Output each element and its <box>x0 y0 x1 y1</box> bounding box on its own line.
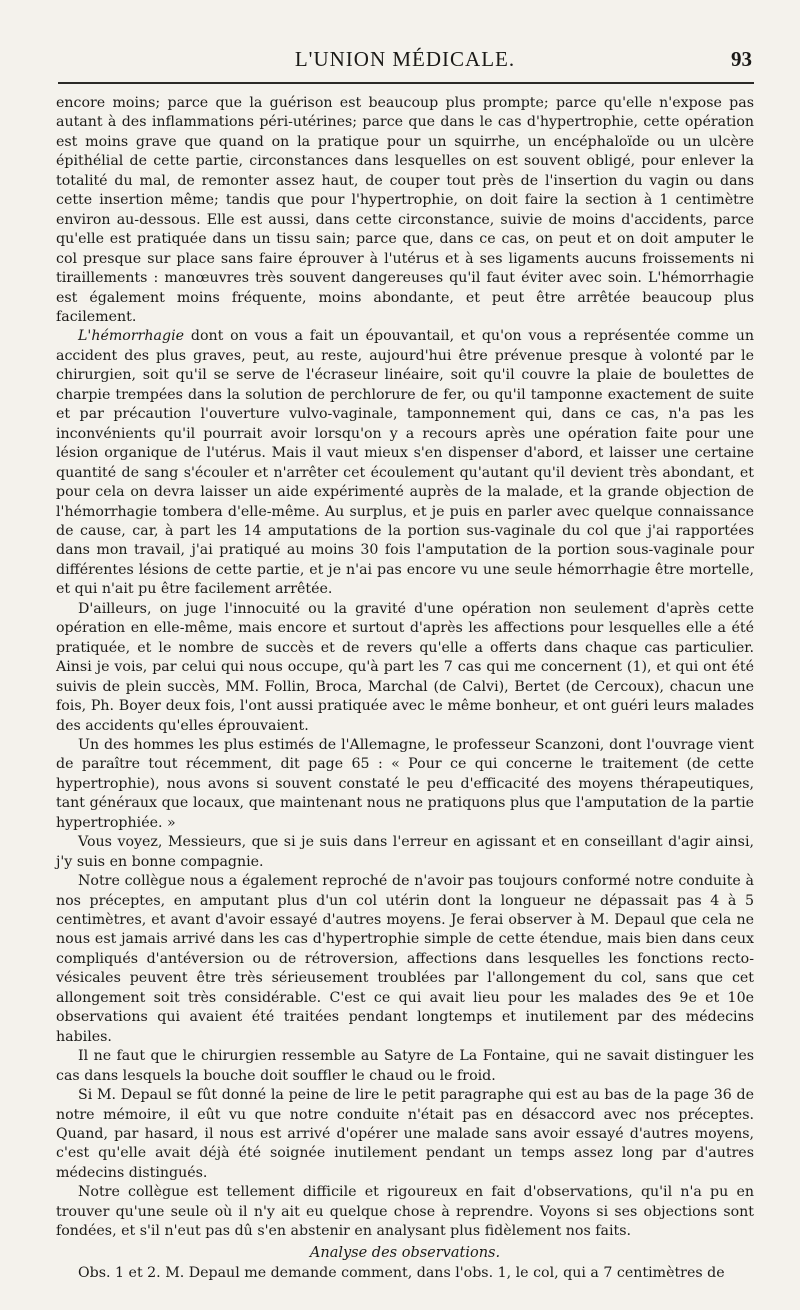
paragraph-2 <box>56 327 754 599</box>
paragraph-4: Un des hommes les plus estimés de l'Allemagne, le professeur Scanzoni, dont l'ouvrage vient de paraître tout récemment, dit page 65 : « Pour ce qui concerne le traitement (de cette hypertrophie), nous avons si souvent constaté le peu d'efficacité des moyens thérapeutiques, tant généraux que locaux, que maintenant nous ne pratiquons plus que l'amputation de la partie hypertrophiée. » <box>56 736 754 831</box>
paragraph-6: Notre collègue nous a également reproché de n'avoir pas toujours conformé notre conduite à nos préceptes, en amputant plus d'un col utérin dont la longueur ne dépassait pas 4 à 5 centimètres, et avant d'avoir essayé d'autres moyens. Je ferai observer à M. Depaul que cela ne nous est jamais arrivé dans les cas d'hypertrophie simple de cette étendue, mais bien dans ceux compliqués d'antéversion ou de rétroversion, affections dans lesquelles les fonctions recto-vésicales peuvent être très sérieusement troublées par l'allongement du col, sans que cet allongement soit très considérable. C'est ce qui avait lieu pour les malades des 9e et 10e observations qui avaient été traitées pendant longtemps et inutilement par des médecins habiles. <box>56 873 754 1045</box>
running-title: L'UNION MÉDICALE. <box>294 47 516 71</box>
paragraph-5: Vous voyez, Messieurs, que si je suis dans l'erreur en agissant et en conseillant d'agir ainsi, j'y suis en bonne compagnie. <box>56 834 754 870</box>
paragraph-9: Notre collègue est tellement difficile et rigoureux en fait d'observations, qu'il n'a pu en trouver qu'une seule où il n'y ait eu quelque chose à reprendre. Voyons si ses objections sont fondées, et s'il n'eut pas dû s'en abstenir en analysant plus fidèlement nos faits. <box>56 1184 754 1240</box>
page-header <box>56 44 754 74</box>
paragraph-8: Si M. Depaul se fût donné la peine de lire le petit paragraphe qui est au bas de la page 36 de notre mémoire, il eût vu que notre conduite n'était pas en désaccord avec nos préceptes. Quand, par hasard, il nous est arrivé d'opérer une malade sans avoir essayé d'autres moyens, c'est qu'elle avait déjà été soignée inutilement pendant un temps assez long par d'autres médecins distingués. <box>56 1087 754 1181</box>
section-title: Analyse des observations. <box>309 1244 501 1261</box>
paragraph-1: encore moins; parce que la guérison est beaucoup plus prompte; parce qu'elle n'expose pas autant à des inflammations péri-utérines; parce que dans le cas d'hypertrophie, cette opération est moins grave que quand on la pratique pour un squirrhe, un encéphaloïde ou un ulcère épithélial de cette partie, circonstances dans lesquelles on est souvent obligé, pour enlever la totalité du mal, de remonter assez haut, de couper tout près de l'insertion du vagin ou dans cette insertion même; tandis que pour l'hypertrophie, on doit faire la section à 1 centimètre environ au-dessous. Elle est aussi, dans cette circonstance, suivie de moins d'accidents, parce qu'elle est pratiquée dans un tissu sain; parce que, dans ce cas, on peut et on doit amputer le col presque sur place sans faire éprouver à l'utérus et à ses ligaments aucuns froissements ni tiraillements : manœuvres très souvent dangereuses qu'il faut éviter avec soin. L'hémorrhagie est également moins fréquente, moins abondante, et peut être arrêtée beaucoup plus facilement. <box>56 95 754 325</box>
paragraph-3: D'ailleurs, on juge l'innocuité ou la gravité d'une opération non seulement d'après cette opération en elle-même, mais encore et surtout d'après les affections pour lesquelles elle a été pratiquée, et le nombre de succès et de revers qu'elle a offerts dans chaque cas particulier. Ainsi je vois, par celui qui nous occupe, qu'à part les 7 cas qui me concernent (1), et qui ont été suivis de plein succès, MM. Follin, Broca, Marchal (de Calvi), Bertet (de Cercoux), chacun une fois, Ph. Boyer deux fois, l'ont aussi pratiquée avec le même bonheur, et ont guéri leurs malades des accidents qu'elles éprouvaient. <box>56 600 754 734</box>
body-text <box>56 94 754 1284</box>
paragraph-2-text: dont on vous a fait un épouvantail, et qu'on vous a représentée comme un accident des plus graves, peut, au reste, aujourd'hui être prévenue presque à volonté par le chirurgien, soit qu'il se serve de l'écraseur linéaire, soit qu'il couvre la plaie de boulettes de charpie trempées dans la solution de perchlorure de fer, ou qu'il tamponne exactement de suite et par précaution l'ouverture vulvo-vaginale, tamponnement qui, dans ce cas, n'a pas les inconvénients qu'il pourrait avoir lorsqu'on y a recours après une opération faite pour une lésion organique de l'utérus. Mais il vaut mieux s'en dispenser d'abord, et laisser une certaine quantité de sang s'écouler et n'arrêter cet écoulement qu'autant qu'il devient très abondant, et pour cela on devra laisser un aide expérimenté auprès de la malade, et la grande objection de l'hémorrhagie tombera d'elle-même. Au surplus, et je puis en parler avec quelque connaissance de cause, car, à part les 14 amputations de la portion sus-vaginale du col que j'ai rapportées dans mon travail, j'ai pratiqué au moins 30 fois l'amputation de la portion sous-vaginale pour différentes lésions de cette partie, et je n'ai pas encore vu une seule hémorrhagie être mortelle, et qui n'ait pu être facilement arrêtée. <box>56 328 754 598</box>
paragraph-10: Obs. 1 et 2. M. Depaul me demande comment, dans l'obs. 1, le col, qui a 7 centimètres de <box>78 1265 725 1282</box>
paragraph-7: Il ne faut que le chirurgien ressemble au Satyre de La Fontaine, qui ne savait distinguer les cas dans lesquels la bouche doit souffler le chaud ou le froid. <box>56 1048 754 1084</box>
page-number: 93 <box>731 47 752 71</box>
lead-word: L'hémorrhagie <box>78 328 185 345</box>
header-rule <box>58 82 754 84</box>
